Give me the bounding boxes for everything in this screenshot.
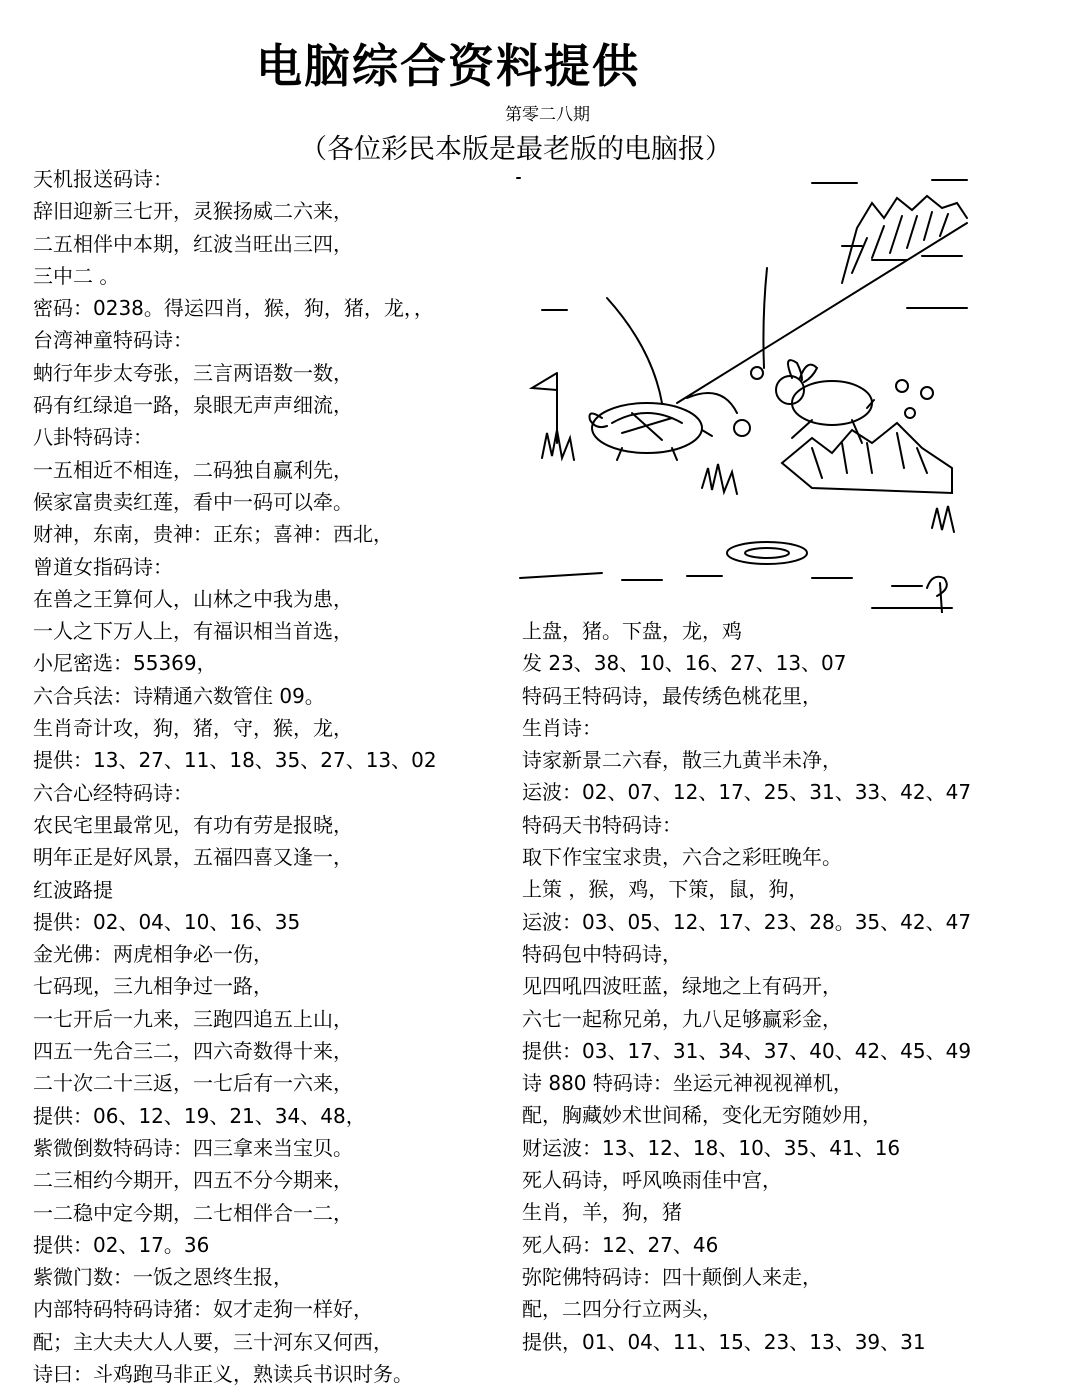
left-text-line: 诗曰：斗鸡跑马非正义，熟读兵书识时务。 — [33, 1361, 413, 1386]
left-text-line: 配；主大夫大人人要，三十河东又何西， — [33, 1329, 393, 1354]
left-text-line: 二十次二十三返，一七后有一六来， — [33, 1071, 353, 1096]
left-text-line: 一七开后一九来，三跑四追五上山， — [33, 1006, 353, 1031]
right-text-line: 见四吼四波旺蓝，绿地之上有码开， — [522, 974, 842, 999]
right-text-line: 生肖，羊，狗，猪 — [522, 1200, 682, 1225]
left-text-line: 明年正是好风景，五福四喜又逢一， — [33, 845, 353, 870]
right-text-line: 诗家新景二六春，散三九黄半未净， — [522, 748, 842, 773]
left-text-line: 提供：13、27、11、18、35、27、13、02 — [33, 748, 437, 773]
right-text-column — [522, 615, 1042, 1358]
left-text-line: 台湾神童特码诗： — [33, 328, 193, 353]
left-text-line: 辞旧迎新三七开，灵猴扬威二六来， — [33, 199, 353, 224]
left-text-line: 二五相伴中本期，红波当旺出三四， — [33, 231, 353, 256]
right-text-line: 六七一起称兄弟，九八足够赢彩金， — [522, 1006, 842, 1031]
left-text-line: 四五一先合三二，四六奇数得十来， — [33, 1039, 353, 1064]
right-text-line: 发 23、38、10、16、27、13、07 — [522, 651, 847, 676]
left-text-line: 红波路提 — [33, 877, 113, 902]
right-text-line: 上策 ，猴，鸡，下策，鼠，狗， — [522, 877, 809, 902]
right-text-line: 死人码：12、27、46 — [522, 1232, 719, 1257]
left-text-line: 八卦特码诗： — [33, 425, 153, 450]
right-text-line: 财运波：13、12、18、10、35、41、16 — [522, 1135, 901, 1160]
left-text-line: 曾道女指码诗： — [33, 554, 173, 579]
left-text-line: 小尼密选：55369， — [33, 651, 217, 676]
left-text-line: 一五相近不相连，二码独自赢利先， — [33, 457, 353, 482]
left-text-line: 二三相约今期开，四五不分今期来， — [33, 1168, 353, 1193]
left-text-column — [33, 163, 503, 1390]
right-text-line: 运波：02、07、12、17、25、31、33、42、47 — [522, 780, 972, 805]
issue-number: 第零二八期 — [505, 105, 590, 125]
left-text-line: 提供：02、17。36 — [33, 1232, 210, 1257]
left-text-line: 财神，东南，贵神：正东；喜神：西北， — [33, 522, 393, 547]
left-text-line: 三中二 。 — [33, 263, 120, 288]
left-text-line: 金光佛：两虎相争必一伤， — [33, 942, 273, 967]
left-text-line: 紫微倒数特码诗：四三拿来当宝贝。 — [33, 1135, 353, 1160]
left-text-line: 一二稳中定今期，二七相伴合一二， — [33, 1200, 353, 1225]
left-text-line: 七码现，三九相争过一路， — [33, 974, 273, 999]
right-text-line: 特码包中特码诗， — [522, 941, 682, 966]
left-text-line: 六合兵法：诗精通六数管住 09。 — [33, 683, 325, 708]
left-text-line: 提供：06、12、19、21、34、48， — [33, 1103, 366, 1128]
tortoise-and-hare-illustration-icon — [512, 168, 972, 613]
left-text-line: 蚋行年步太夸张，三言两语数一数， — [33, 360, 353, 385]
left-text-line: 候家富贵卖红莲，看中一码可以牵。 — [33, 489, 353, 514]
right-text-line: 提供：03、17、31、34、37、40、42、45、49 — [522, 1038, 972, 1063]
right-text-line: 诗 880 特码诗：坐运元神视视禅机， — [522, 1071, 853, 1096]
right-text-line: 取下作宝宝求贵，六合之彩旺晚年。 — [522, 845, 842, 870]
right-text-line: 运波：03、05、12、17、23、28。35、42、47 — [522, 909, 972, 934]
page-title: 电脑综合资料提供 — [256, 39, 640, 93]
right-text-line: 配，胸藏妙术世间稀，变化无穷随妙用， — [522, 1103, 882, 1128]
left-text-line: 密码：0238。得运四肖，猴，狗，猪，龙，， — [33, 296, 434, 321]
left-text-line: 天机报送码诗： — [33, 167, 173, 191]
left-text-line: 内部特码特码诗猪：奴才走狗一样好， — [33, 1297, 373, 1322]
right-text-line: 提供，01、04、11、15、23、13、39、31 — [522, 1329, 926, 1354]
left-text-line: 提供：02、04、10、16、35 — [33, 909, 301, 934]
right-text-line: 上盘，猪。下盘，龙，鸡 — [522, 619, 742, 643]
right-text-line: 配，二四分行立两头， — [522, 1297, 722, 1322]
left-text-line: 紫微门数：一饭之恩终生报， — [33, 1265, 293, 1290]
right-text-line: 特码王特码诗，最传绣色桃花里， — [522, 683, 822, 708]
left-text-line: 码有红绿追一路，泉眼无声声细流， — [33, 393, 353, 418]
subtitle: （各位彩民本版是最老版的电脑报） — [300, 134, 732, 165]
left-text-line: 生肖奇计攻，狗，猪，守，猴，龙， — [33, 716, 353, 741]
right-text-line: 死人码诗，呼风唤雨佳中宫， — [522, 1168, 782, 1193]
left-text-line: 一人之下万人上，有福识相当首选， — [33, 619, 353, 644]
left-text-line: 六合心经特码诗： — [33, 780, 193, 805]
right-text-line: 特码天书特码诗： — [522, 812, 682, 837]
right-text-line: 弥陀佛特码诗：四十颠倒人来走， — [522, 1264, 822, 1289]
left-text-line: 农民宅里最常见，有功有劳是报晓， — [33, 812, 353, 837]
right-text-line: 生肖诗： — [522, 715, 602, 740]
left-text-line: 在兽之王算何人，山林之中我为患， — [33, 586, 353, 611]
